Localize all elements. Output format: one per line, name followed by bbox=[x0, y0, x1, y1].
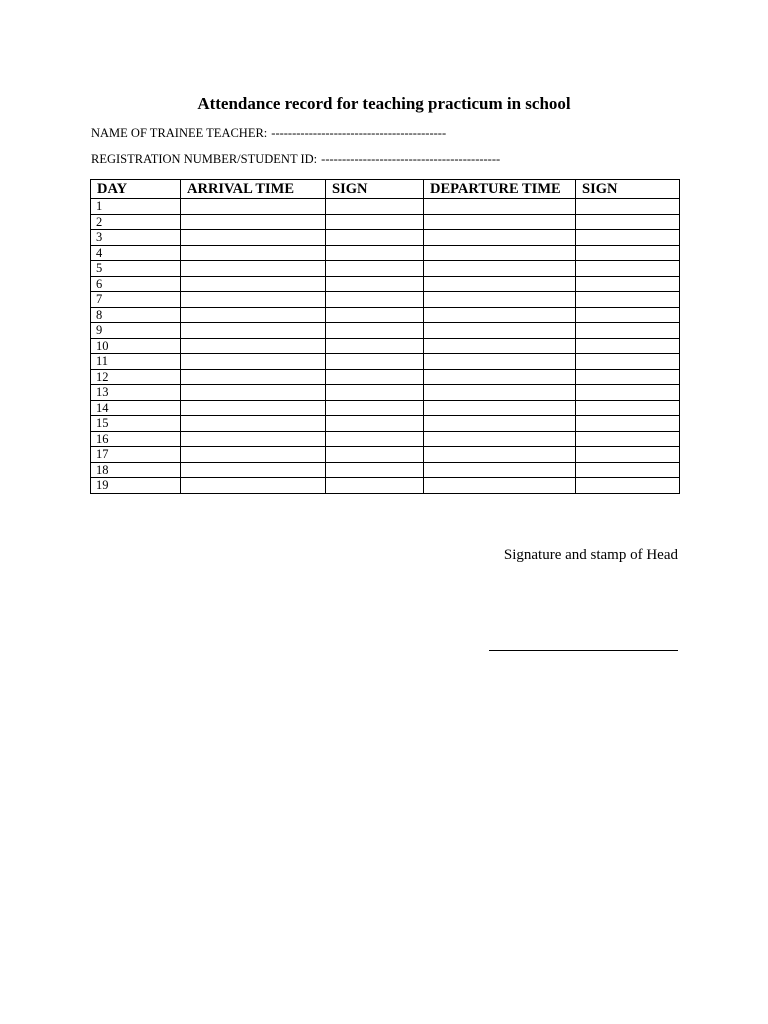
attendance-table-body bbox=[91, 199, 680, 494]
arrival-time-cell[interactable] bbox=[181, 416, 326, 432]
departure-sign-cell[interactable] bbox=[576, 431, 680, 447]
arrival-time-cell[interactable] bbox=[181, 462, 326, 478]
day-cell: 17 bbox=[91, 447, 181, 463]
departure-time-cell[interactable] bbox=[424, 245, 576, 261]
table-row bbox=[91, 230, 680, 246]
day-cell: 16 bbox=[91, 431, 181, 447]
document-title: Attendance record for teaching practicum in school bbox=[197, 94, 571, 113]
departure-sign-cell[interactable] bbox=[576, 199, 680, 215]
departure-sign-cell[interactable] bbox=[576, 462, 680, 478]
arrival-sign-cell[interactable] bbox=[326, 447, 424, 463]
table-row bbox=[91, 385, 680, 401]
departure-time-cell[interactable] bbox=[424, 416, 576, 432]
arrival-time-cell[interactable] bbox=[181, 214, 326, 230]
departure-time-cell[interactable] bbox=[424, 447, 576, 463]
signature-label: Signature and stamp of Head bbox=[503, 547, 678, 563]
table-row bbox=[91, 307, 680, 323]
departure-time-cell[interactable] bbox=[424, 214, 576, 230]
table-row bbox=[91, 292, 680, 308]
arrival-time-cell[interactable] bbox=[181, 292, 326, 308]
arrival-sign-cell[interactable] bbox=[326, 261, 424, 277]
arrival-time-cell[interactable] bbox=[181, 400, 326, 416]
day-cell: 7 bbox=[91, 292, 181, 308]
arrival-sign-cell[interactable] bbox=[326, 292, 424, 308]
day-cell: 14 bbox=[91, 400, 181, 416]
trainee-name-field bbox=[91, 125, 446, 141]
table-row bbox=[91, 338, 680, 354]
departure-sign-cell[interactable] bbox=[576, 416, 680, 432]
trainee-name-blank: ------------------------------------------ bbox=[271, 126, 447, 140]
departure-sign-cell[interactable] bbox=[576, 354, 680, 370]
arrival-sign-cell[interactable] bbox=[326, 416, 424, 432]
signature-line bbox=[489, 650, 678, 651]
arrival-time-cell[interactable] bbox=[181, 323, 326, 339]
arrival-sign-cell[interactable] bbox=[326, 230, 424, 246]
departure-time-cell[interactable] bbox=[424, 385, 576, 401]
day-cell: 11 bbox=[91, 354, 181, 370]
departure-time-cell[interactable] bbox=[424, 431, 576, 447]
departure-sign-cell[interactable] bbox=[576, 323, 680, 339]
departure-sign-cell[interactable] bbox=[576, 385, 680, 401]
arrival-time-cell[interactable] bbox=[181, 245, 326, 261]
departure-sign-cell[interactable] bbox=[576, 447, 680, 463]
day-cell: 13 bbox=[91, 385, 181, 401]
table-row bbox=[91, 416, 680, 432]
day-cell: 2 bbox=[91, 214, 181, 230]
arrival-time-cell[interactable] bbox=[181, 199, 326, 215]
departure-sign-cell[interactable] bbox=[576, 261, 680, 277]
departure-time-cell[interactable] bbox=[424, 199, 576, 215]
departure-sign-cell[interactable] bbox=[576, 307, 680, 323]
arrival-time-cell[interactable] bbox=[181, 385, 326, 401]
table-row bbox=[91, 276, 680, 292]
arrival-sign-cell[interactable] bbox=[326, 199, 424, 215]
arrival-time-cell[interactable] bbox=[181, 307, 326, 323]
arrival-time-cell[interactable] bbox=[181, 447, 326, 463]
day-cell: 1 bbox=[91, 199, 181, 215]
table-row bbox=[91, 214, 680, 230]
arrival-time-cell[interactable] bbox=[181, 261, 326, 277]
day-cell: 12 bbox=[91, 369, 181, 385]
arrival-time-cell[interactable] bbox=[181, 478, 326, 494]
table-row bbox=[91, 447, 680, 463]
arrival-sign-cell[interactable] bbox=[326, 214, 424, 230]
arrival-sign-cell[interactable] bbox=[326, 307, 424, 323]
table-row bbox=[91, 369, 680, 385]
registration-number-blank: ------------------------------------------- bbox=[321, 152, 501, 166]
departure-sign-cell[interactable] bbox=[576, 338, 680, 354]
arrival-time-cell[interactable] bbox=[181, 230, 326, 246]
arrival-sign-cell[interactable] bbox=[326, 462, 424, 478]
registration-number-label: REGISTRATION NUMBER/STUDENT ID: bbox=[91, 152, 318, 166]
header-arrival-time: ARRIVAL TIME bbox=[181, 180, 326, 199]
arrival-sign-cell[interactable] bbox=[326, 276, 424, 292]
day-cell: 18 bbox=[91, 462, 181, 478]
table-row bbox=[91, 199, 680, 215]
table-row bbox=[91, 431, 680, 447]
day-cell: 3 bbox=[91, 230, 181, 246]
departure-time-cell[interactable] bbox=[424, 307, 576, 323]
table-row bbox=[91, 400, 680, 416]
departure-time-cell[interactable] bbox=[424, 230, 576, 246]
table-row bbox=[91, 354, 680, 370]
departure-time-cell[interactable] bbox=[424, 276, 576, 292]
registration-number-field bbox=[91, 151, 500, 167]
day-cell: 19 bbox=[91, 478, 181, 494]
arrival-sign-cell[interactable] bbox=[326, 354, 424, 370]
departure-sign-cell[interactable] bbox=[576, 400, 680, 416]
departure-time-cell[interactable] bbox=[424, 478, 576, 494]
arrival-time-cell[interactable] bbox=[181, 431, 326, 447]
day-cell: 10 bbox=[91, 338, 181, 354]
day-cell: 6 bbox=[91, 276, 181, 292]
arrival-sign-cell[interactable] bbox=[326, 338, 424, 354]
departure-time-cell[interactable] bbox=[424, 292, 576, 308]
arrival-sign-cell[interactable] bbox=[326, 369, 424, 385]
table-header-row bbox=[91, 180, 680, 199]
table-row bbox=[91, 261, 680, 277]
departure-time-cell[interactable] bbox=[424, 462, 576, 478]
arrival-time-cell[interactable] bbox=[181, 369, 326, 385]
attendance-table bbox=[90, 179, 680, 494]
header-arrival-sign: SIGN bbox=[326, 180, 424, 199]
table-row bbox=[91, 462, 680, 478]
header-departure-time: DEPARTURE TIME bbox=[424, 180, 576, 199]
departure-time-cell[interactable] bbox=[424, 338, 576, 354]
day-cell: 4 bbox=[91, 245, 181, 261]
departure-time-cell[interactable] bbox=[424, 369, 576, 385]
arrival-sign-cell[interactable] bbox=[326, 323, 424, 339]
departure-time-cell[interactable] bbox=[424, 400, 576, 416]
departure-sign-cell[interactable] bbox=[576, 369, 680, 385]
table-row bbox=[91, 245, 680, 261]
departure-time-cell[interactable] bbox=[424, 261, 576, 277]
arrival-time-cell[interactable] bbox=[181, 338, 326, 354]
arrival-sign-cell[interactable] bbox=[326, 478, 424, 494]
trainee-name-label: NAME OF TRAINEE TEACHER: bbox=[91, 126, 268, 140]
arrival-time-cell[interactable] bbox=[181, 276, 326, 292]
arrival-sign-cell[interactable] bbox=[326, 245, 424, 261]
header-departure-sign: SIGN bbox=[576, 180, 680, 199]
departure-sign-cell[interactable] bbox=[576, 230, 680, 246]
departure-sign-cell[interactable] bbox=[576, 245, 680, 261]
table-row bbox=[91, 323, 680, 339]
departure-sign-cell[interactable] bbox=[576, 292, 680, 308]
departure-time-cell[interactable] bbox=[424, 323, 576, 339]
departure-time-cell[interactable] bbox=[424, 354, 576, 370]
arrival-sign-cell[interactable] bbox=[326, 385, 424, 401]
departure-sign-cell[interactable] bbox=[576, 276, 680, 292]
day-cell: 15 bbox=[91, 416, 181, 432]
departure-sign-cell[interactable] bbox=[576, 214, 680, 230]
table-row bbox=[91, 478, 680, 494]
arrival-sign-cell[interactable] bbox=[326, 400, 424, 416]
day-cell: 9 bbox=[91, 323, 181, 339]
arrival-time-cell[interactable] bbox=[181, 354, 326, 370]
departure-sign-cell[interactable] bbox=[576, 478, 680, 494]
day-cell: 8 bbox=[91, 307, 181, 323]
arrival-sign-cell[interactable] bbox=[326, 431, 424, 447]
header-day: DAY bbox=[91, 180, 181, 199]
day-cell: 5 bbox=[91, 261, 181, 277]
